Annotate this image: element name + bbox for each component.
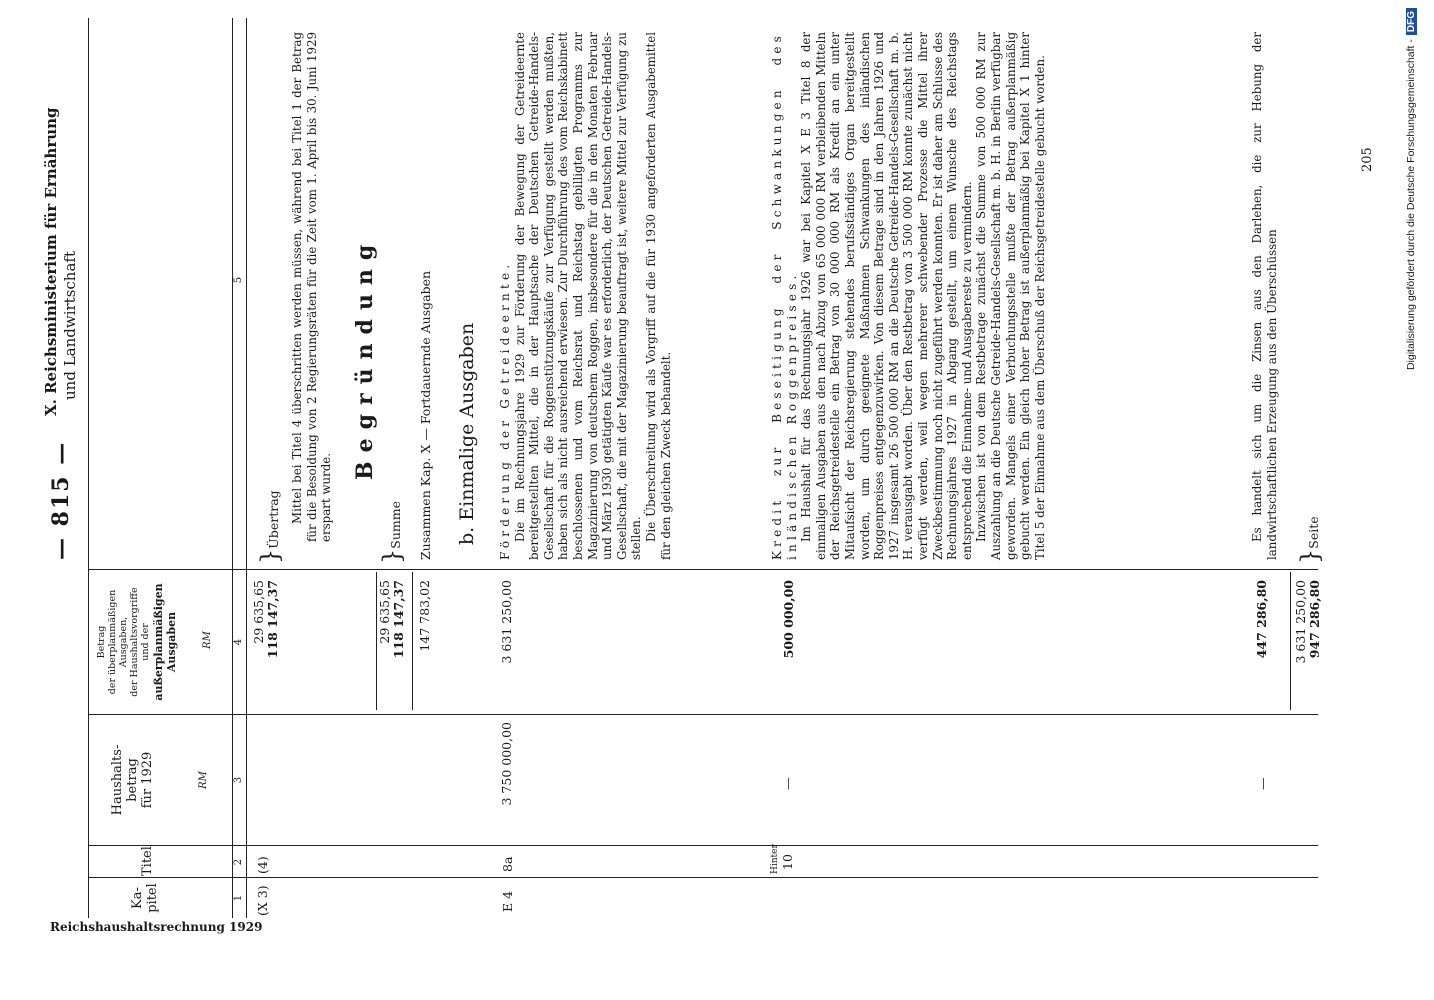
page-footer-number: 205: [1360, 147, 1375, 172]
row1-text: [290, 32, 334, 542]
colnum-rule: [246, 18, 247, 918]
col-divider-3: [88, 714, 1318, 715]
row1-carry-a: 29 635,65: [251, 580, 266, 644]
row2-kapitel: E 4: [500, 890, 515, 912]
row1-total: 147 783,02: [417, 580, 432, 652]
col-header-kapitel: Ka- pitel: [130, 883, 160, 913]
seite-rule: [1290, 572, 1291, 710]
col-divider-4: [88, 569, 1318, 570]
row1-summe: }Summe: [378, 501, 406, 564]
row2-text: [498, 32, 673, 560]
dfg-logo: DFG: [1406, 8, 1417, 35]
row3-text: [770, 32, 1047, 560]
colnum-3: 3: [233, 776, 244, 784]
seite-b: 947 286,80: [1307, 580, 1322, 659]
row2-titel: 8a: [500, 856, 515, 872]
row4-betrag: 447 286,80: [1254, 580, 1269, 659]
row1-sum-b: 118 147,37: [391, 580, 406, 659]
row2-paragraph-2: Die Überschreitung wird als Vorgriff auf die für 1930 angeforderten Ausgabemittel für den gleichen Zweck behandelt.: [643, 32, 673, 560]
row1-total-rule: [412, 572, 413, 710]
row1-titel: (4): [255, 856, 270, 874]
colnum-5: 5: [233, 276, 244, 284]
row3-haushalt: —: [780, 777, 795, 790]
row4-text: [1250, 32, 1279, 560]
row1-ubertrag-label: Übertrag: [266, 490, 281, 549]
section-b-heading: b. Einmalige Ausgaben: [456, 322, 478, 545]
seite-a: 3 631 250,00: [1293, 580, 1308, 664]
seite-label-wrap: }Seite: [1296, 516, 1324, 564]
row3-paragraph-2: Inzwischen ist von dem Restbetrage zunächst die Summe von 500 000 RM zur Auszahlung an die Deutsche Getreide-Handels-Gesellschaft m. b. H. in Berlin verfügbar geworden. Mangels einer Verbuchungsstelle mußte der Betrag außerplanmäßig gebucht werden. Ein gleich hoher Betrag ist außerplanmäßig bei Kapitel X 1 hinter Titel 5 der Einnahme aus dem Überschuß der Reichsgetreidestelle gebucht worden.: [974, 32, 1047, 560]
col-header-haushalt: Haushalts- betrag für 1929: [110, 744, 155, 816]
ministry-line-1: X. Reichsministerium für Ernährung: [42, 107, 60, 416]
row3-heading: Kredit zur Beseitigung der Schwankungen des inländischen Roggenpreises.: [770, 32, 799, 560]
col-divider-1: [88, 877, 1318, 878]
colnum-2: 2: [233, 858, 244, 866]
colnum-1: 1: [233, 894, 244, 902]
seite-amounts: [1294, 580, 1322, 710]
page-number: — 815 —: [48, 440, 74, 560]
row3-betrag: 500 000,00: [781, 580, 796, 659]
row2-paragraph-1: Die im Rechnungsjahre 1929 zur Förderung der Bewegung der Getreideernte bereitgestellten Mittel, die in der Hauptsache der Deutschen Getreide-Handels-Gesellschaft für die Roggenstützungskäufe zur Verfügung gestellt werden mußten, haben sich als nicht ausreichend erwiesen. Zur Durchführung des vom Reichskabinett beschlossenen und vom Reichsrat und Reichstag gebilligten Programms zur Magazinierung von deutschem Roggen, insbesondere für die in den Monaten Februar und März 1930 getätigten Käufe war es erforderlich, der Deutschen Getreide-Handels-Gesellschaft, die mit der Magazinierung beauftragt ist, weitere Mittel zur Verfügung zu stellen.: [512, 32, 644, 560]
row1-ubertrag: }Übertrag: [256, 490, 284, 564]
row2-haushalt: 3 750 000,00: [499, 722, 514, 806]
row3-titel-small: Hinter: [770, 844, 780, 874]
col-header-betrag: Betrag der überplanmäßigen Ausgaben, der Haushaltsvorgriffe und der: [96, 587, 151, 697]
col-header-betrag-bold: außerplanmäßigen Ausgaben: [152, 583, 178, 701]
table-top-rule: [88, 18, 89, 918]
row1-kapitel: (X 3): [255, 885, 270, 916]
row4-paragraph: Es handelt sich um die Zinsen aus den Darlehen, die zur Hebung der landwirtschaftlichen Erzeugung aus den Überschüssen: [1250, 32, 1279, 560]
ministry-heading: [42, 0, 80, 416]
row1-carry-b: 118 147,37: [265, 580, 280, 659]
row1-summe-label: Summe: [388, 501, 403, 549]
row2-heading: Förderung der Getreideernte.: [498, 260, 512, 560]
colnum-4: 4: [233, 638, 244, 646]
seite-label: Seite: [1306, 516, 1321, 549]
row1-sum: [378, 580, 406, 710]
credit-text: Digitalisierung gefördert durch die Deutsche Forschungsgemeinschaft -: [1405, 39, 1417, 371]
col-header-begruendung: Begründung: [352, 235, 378, 480]
row4-haushalt: —: [1255, 777, 1270, 790]
row2-betrag: 3 631 250,00: [499, 580, 514, 664]
row3-paragraph-1: Im Haushalt für das Rechnungsjahr 1926 war bei Kapitel X E 3 Titel 8 der einmaligen Ausgaben aus den nach Abzug von 65 000 000 RM verbleibenden Mitteln der Reichsgetreidestelle ein Betrag von 30 000 000 RM als Kredit an ein unter Mitaufsicht der Reichsregierung stehendes berufsständiges Organ bereitgestellt worden, um durch geeignete Maßnahmen Schwankungen des inländischen Roggenpreises entgegenzuwirken. Von diesem Betrage sind in den Jahren 1926 und 1927 insgesamt 26 500 000 RM an die Deutsche Getreide-Handels-Gesellschaft m. b. H. verausgabt worden. Über den Restbetrag von 3 500 000 RM konnte zunächst nicht verfügt werden, weil wegen mehrerer schwebender Prozesse die Mittel ihrer Zweckbestimmung noch nicht zugeführt werden konnten. Er ist daher am Schlusse des Rechnungsjahres 1927 in Abgang gestellt, um einem Wunsche des Reichstags entsprechend die Einnahme- und Ausgabereste zu vermindern.: [799, 32, 974, 560]
side-label: Reichshaushaltsrechnung 1929: [50, 920, 263, 934]
row1-paragraph: Mittel bei Titel 4 überschritten werden müssen, während bei Titel 1 der Betrag für die Besoldung von 2 Regierungsräten für die Zeit vom 1. April bis 30. Juni 1929 erspart wurde.: [290, 32, 334, 542]
col-divider-2: [88, 845, 1318, 846]
row1-total-label: Zusammen Kap. X — Fortdauernde Ausgaben: [418, 270, 433, 560]
row3-titel: 10: [780, 854, 795, 870]
digitization-credit: [1405, 0, 1417, 1000]
row1-sum-a: 29 635,65: [377, 580, 392, 644]
col-header-titel: Titel: [140, 846, 155, 876]
ministry-line-2: und Landwirtschaft: [61, 251, 79, 400]
col-unit-haushalt: RM: [198, 771, 209, 789]
row1-carry: [252, 580, 280, 710]
col-unit-betrag: RM: [202, 631, 213, 649]
